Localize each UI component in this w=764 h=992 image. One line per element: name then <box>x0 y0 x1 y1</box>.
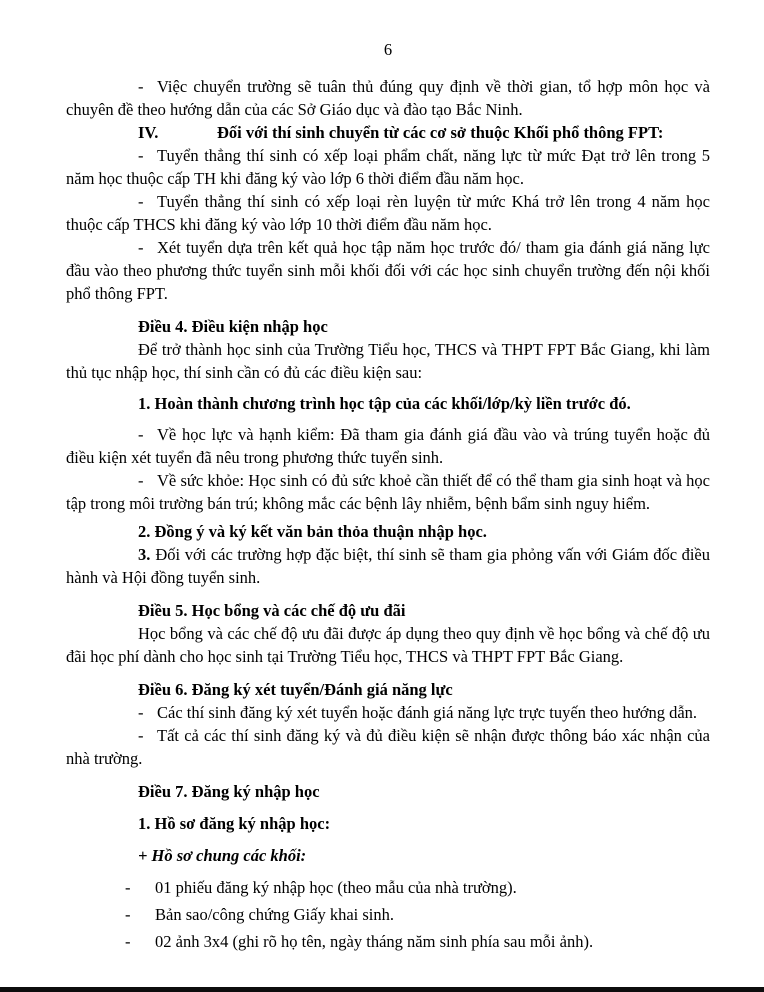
paragraph-direct-admission-primary <box>66 144 710 190</box>
paragraph-confirmation <box>66 724 710 770</box>
paragraph-article4-intro: Để trở thành học sinh của Trường Tiểu học, THCS và THPT FPT Bắc Giang, khi làm thủ tục nhập học, thí sinh cần có đủ các điều kiện sau: <box>66 340 710 382</box>
section-number: IV. <box>138 123 159 142</box>
condition-1-heading: 1. Hoàn thành chương trình học tập của các khối/lớp/kỳ liền trước đó. <box>138 394 631 413</box>
common-dossier-heading: + Hồ sơ chung các khối: <box>138 846 307 865</box>
page-number: 6 <box>383 40 393 59</box>
paragraph-health <box>66 469 710 515</box>
paragraph-article5-body: Học bổng và các chế độ ưu đãi được áp dụng theo quy định về học bổng và chế độ ưu đãi học phí dành cho học sinh tại Trường Tiểu học, THCS và THPT FPT Bắc Giang. <box>66 624 710 666</box>
dossier-list <box>66 874 710 955</box>
paragraph-academic-conduct <box>66 423 710 469</box>
list-item-text: 01 phiếu đăng ký nhập học (theo mẫu của nhà trường). <box>155 878 517 897</box>
condition-2-heading: 2. Đồng ý và ký kết văn bản thỏa thuận nhập học. <box>138 522 487 541</box>
paragraph-text: Đối với các trường hợp đặc biệt, thí sinh sẽ tham gia phỏng vấn với Giám đốc điều hành và Hội đồng tuyển sinh. <box>66 545 710 587</box>
paragraph-text: Việc chuyển trường sẽ tuân thủ đúng quy định về thời gian, tổ hợp môn học và chuyên đề theo hướng dẫn của các Sở Giáo dục và đào tạo Bắc Ninh. <box>66 77 710 119</box>
list-item-text: Bản sao/công chứng Giấy khai sinh. <box>155 905 394 924</box>
paragraph-text: Tất cả các thí sinh đăng ký và đủ điều kiện sẽ nhận được thông báo xác nhận của nhà trường. <box>66 726 710 768</box>
article-5-heading: Điều 5. Học bổng và các chế độ ưu đãi <box>138 601 406 620</box>
article-7-heading: Điều 7. Đăng ký nhập học <box>138 782 320 801</box>
paragraph-text: Về học lực và hạnh kiểm: Đã tham gia đánh giá đầu vào và trúng tuyển hoặc đủ điều kiện xét tuyển đã nêu trong phương thức tuyển sinh. <box>66 425 710 467</box>
list-item-text: 02 ảnh 3x4 (ghi rõ họ tên, ngày tháng năm sinh phía sau mỗi ảnh). <box>155 932 594 951</box>
list-item <box>66 901 710 928</box>
page-bottom-bar <box>0 987 764 992</box>
article-4-heading: Điều 4. Điều kiện nhập học <box>138 317 328 336</box>
item-number: 3. <box>138 545 151 564</box>
dash-marker: - <box>138 726 144 745</box>
list-item <box>66 928 710 955</box>
paragraph-text: Tuyển thẳng thí sinh có xếp loại phẩm chất, năng lực từ mức Đạt trở lên trong 5 năm học thuộc cấp TH khi đăng ký vào lớp 6 thời điểm đầu năm học. <box>66 146 710 188</box>
section-heading-text: Đối với thí sinh chuyển từ các cơ sở thuộc Khối phổ thông FPT: <box>217 123 664 142</box>
paragraph-online-registration <box>66 701 710 724</box>
dash-marker: - <box>138 192 144 211</box>
dash-marker: - <box>138 77 144 96</box>
dash-marker: - <box>125 932 131 951</box>
paragraph-text: Các thí sinh đăng ký xét tuyển hoặc đánh giá năng lực trực tuyến theo hướng dẫn. <box>157 703 698 722</box>
paragraph-condition-3 <box>66 543 710 589</box>
dash-marker: - <box>138 238 144 257</box>
paragraph-transfer-compliance <box>66 75 710 121</box>
paragraph-text: Tuyển thẳng thí sinh có xếp loại rèn luyện từ mức Khá trở lên trong 4 năm học thuộc cấp THCS khi đăng ký vào lớp 10 thời điểm đầu năm học. <box>66 192 710 234</box>
paragraph-text: Xét tuyển dựa trên kết quả học tập năm học trước đó/ tham gia đánh giá năng lực đầu vào theo phương thức tuyển sinh mỗi khối đối với các học sinh chuyển trường đến nội khối phổ thông FPT. <box>66 238 710 303</box>
dash-marker: - <box>125 878 131 897</box>
dash-marker: - <box>138 425 144 444</box>
paragraph-direct-admission-secondary <box>66 190 710 236</box>
dash-marker: - <box>138 471 144 490</box>
list-item <box>66 874 710 901</box>
dash-marker: - <box>125 905 131 924</box>
article-6-heading: Điều 6. Đăng ký xét tuyển/Đánh giá năng lực <box>138 680 453 699</box>
document-body <box>66 38 710 955</box>
section-iv-heading <box>138 121 710 144</box>
dash-marker: - <box>138 146 144 165</box>
dash-marker: - <box>138 703 144 722</box>
paragraph-text: Về sức khỏe: Học sinh có đủ sức khoẻ cần thiết để có thể tham gia sinh hoạt và học tập trong môi trường bán trú; không mắc các bệnh lây nhiễm, bệnh bẩm sinh nguy hiểm. <box>66 471 710 513</box>
paragraph-internal-transfer-review <box>66 236 710 305</box>
enrollment-dossier-heading: 1. Hồ sơ đăng ký nhập học: <box>138 814 331 833</box>
